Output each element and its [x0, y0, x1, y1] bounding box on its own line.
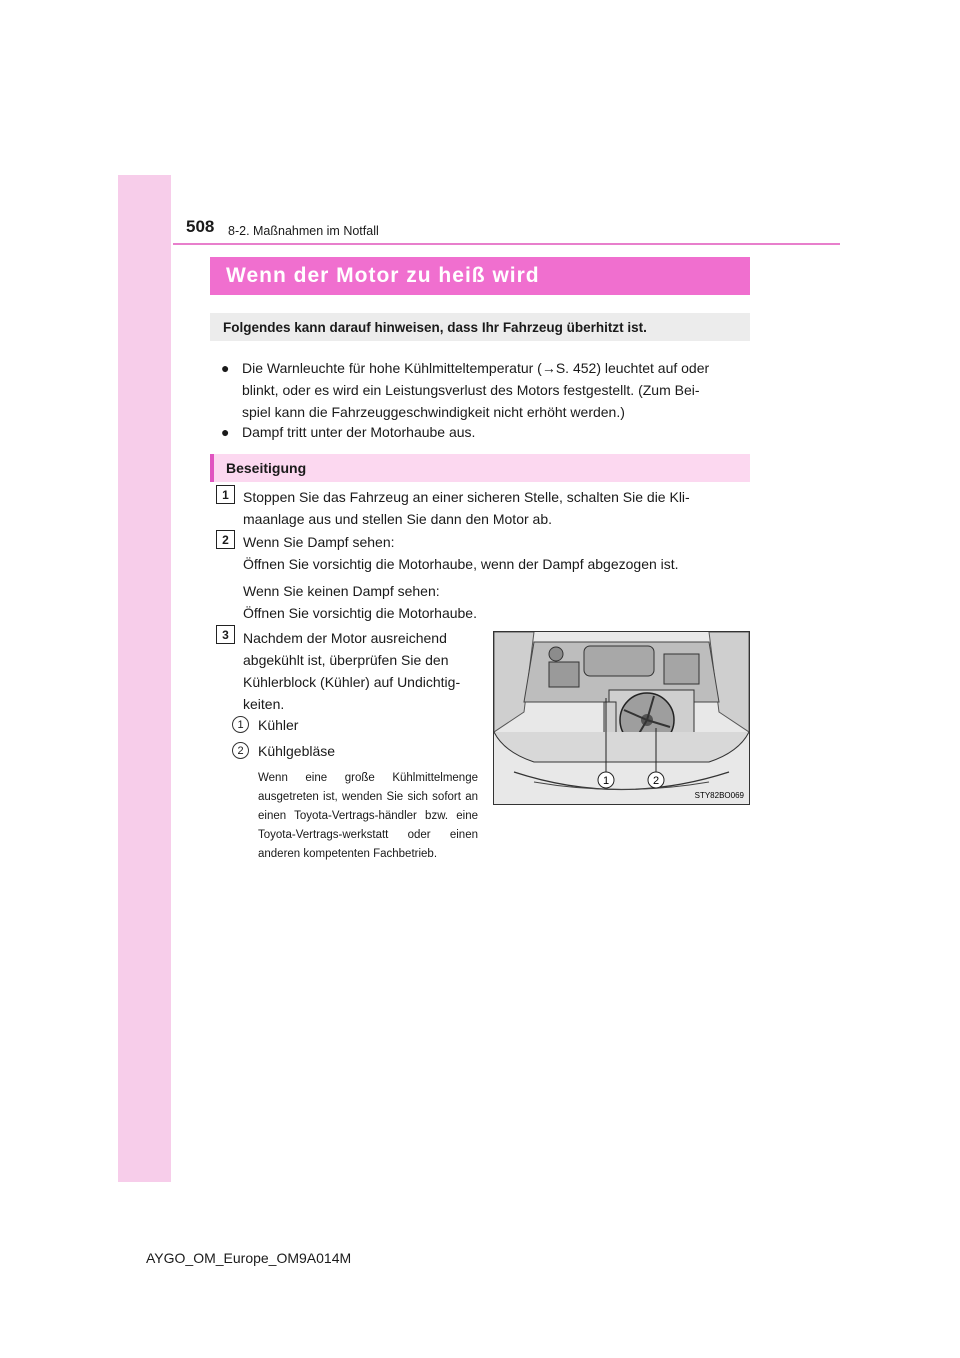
bullet-line: blinkt, oder es wird ein Leistungsverlust des Motors festgestellt. (Zum Bei-	[242, 382, 700, 398]
page-number: 508	[186, 217, 215, 236]
callout-label-2: Kühlgebläse	[258, 743, 336, 759]
step-line: Wenn Sie Dampf sehen:	[243, 534, 395, 550]
callout-label-1: Kühler	[258, 717, 299, 733]
figure-code: STY82BO069	[694, 791, 744, 800]
figure-callout-2: 2	[652, 775, 660, 787]
step-line: Stoppen Sie das Fahrzeug an einer sicheren Stelle, schalten Sie die Kli-	[243, 489, 690, 505]
step-3-text	[243, 627, 477, 715]
engine-illustration	[494, 632, 749, 804]
bullet-line: Dampf tritt unter der Motorhaube aus.	[242, 424, 476, 440]
step-number-3: 3	[216, 625, 235, 644]
side-color-strip	[118, 175, 171, 1182]
header-rule	[173, 243, 840, 245]
note-text: Wenn eine große Kühlmittelmenge ausgetreten ist, wenden Sie sich sofort an einen Toyota-Vertrags-händler bzw. eine Toyota-Vertrags-werkstatt oder einen anderen kompetenten Fachbetrieb.	[258, 772, 478, 860]
step-line: keiten.	[243, 696, 285, 712]
section-title: 8-2. Maßnahmen im Notfall	[228, 224, 379, 238]
remedy-heading: Beseitigung	[210, 454, 750, 482]
step-line: Wenn Sie keinen Dampf sehen:	[243, 583, 440, 599]
step-line: maanlage aus und stellen Sie dann den Motor ab.	[243, 511, 552, 527]
step-number-2: 2	[216, 530, 235, 549]
step-line: Öffnen Sie vorsichtig die Motorhaube, wenn der Dampf abgezogen ist.	[243, 556, 679, 572]
figure-callout-1: 1	[602, 775, 610, 787]
footer-code: AYGO_OM_Europe_OM9A014M	[146, 1250, 352, 1266]
page-title: Wenn der Motor zu heiß wird	[226, 264, 540, 287]
step-1-text	[243, 486, 749, 530]
bullet-line: spiel kann die Fahrzeuggeschwindigkeit nicht erhöht werden.)	[242, 404, 625, 420]
title-banner	[210, 257, 750, 295]
bullet-marker: ●	[221, 360, 230, 376]
intro-box: Folgendes kann darauf hinweisen, dass Ihr Fahrzeug überhitzt ist.	[210, 313, 750, 341]
step-2-text-b	[243, 580, 477, 624]
bullet-line: Die Warnleuchte für hohe Kühlmitteltemperatur (→S. 452) leuchtet auf oder	[242, 360, 710, 376]
step-line: Öffnen Sie vorsichtig die Motorhaube.	[243, 605, 477, 621]
step-number-1: 1	[216, 485, 235, 504]
step-line: abgekühlt ist, überprüfen Sie den	[243, 652, 449, 668]
step-line: Kühlerblock (Kühler) auf Undichtig-	[243, 674, 461, 690]
bullet-marker: ●	[221, 424, 230, 440]
step-line: Nachdem der Motor ausreichend	[243, 630, 447, 646]
step-2-text	[243, 531, 679, 575]
engine-bay-figure	[493, 631, 750, 805]
callout-marker-1: 1	[232, 716, 249, 733]
callout-marker-2: 2	[232, 742, 249, 759]
